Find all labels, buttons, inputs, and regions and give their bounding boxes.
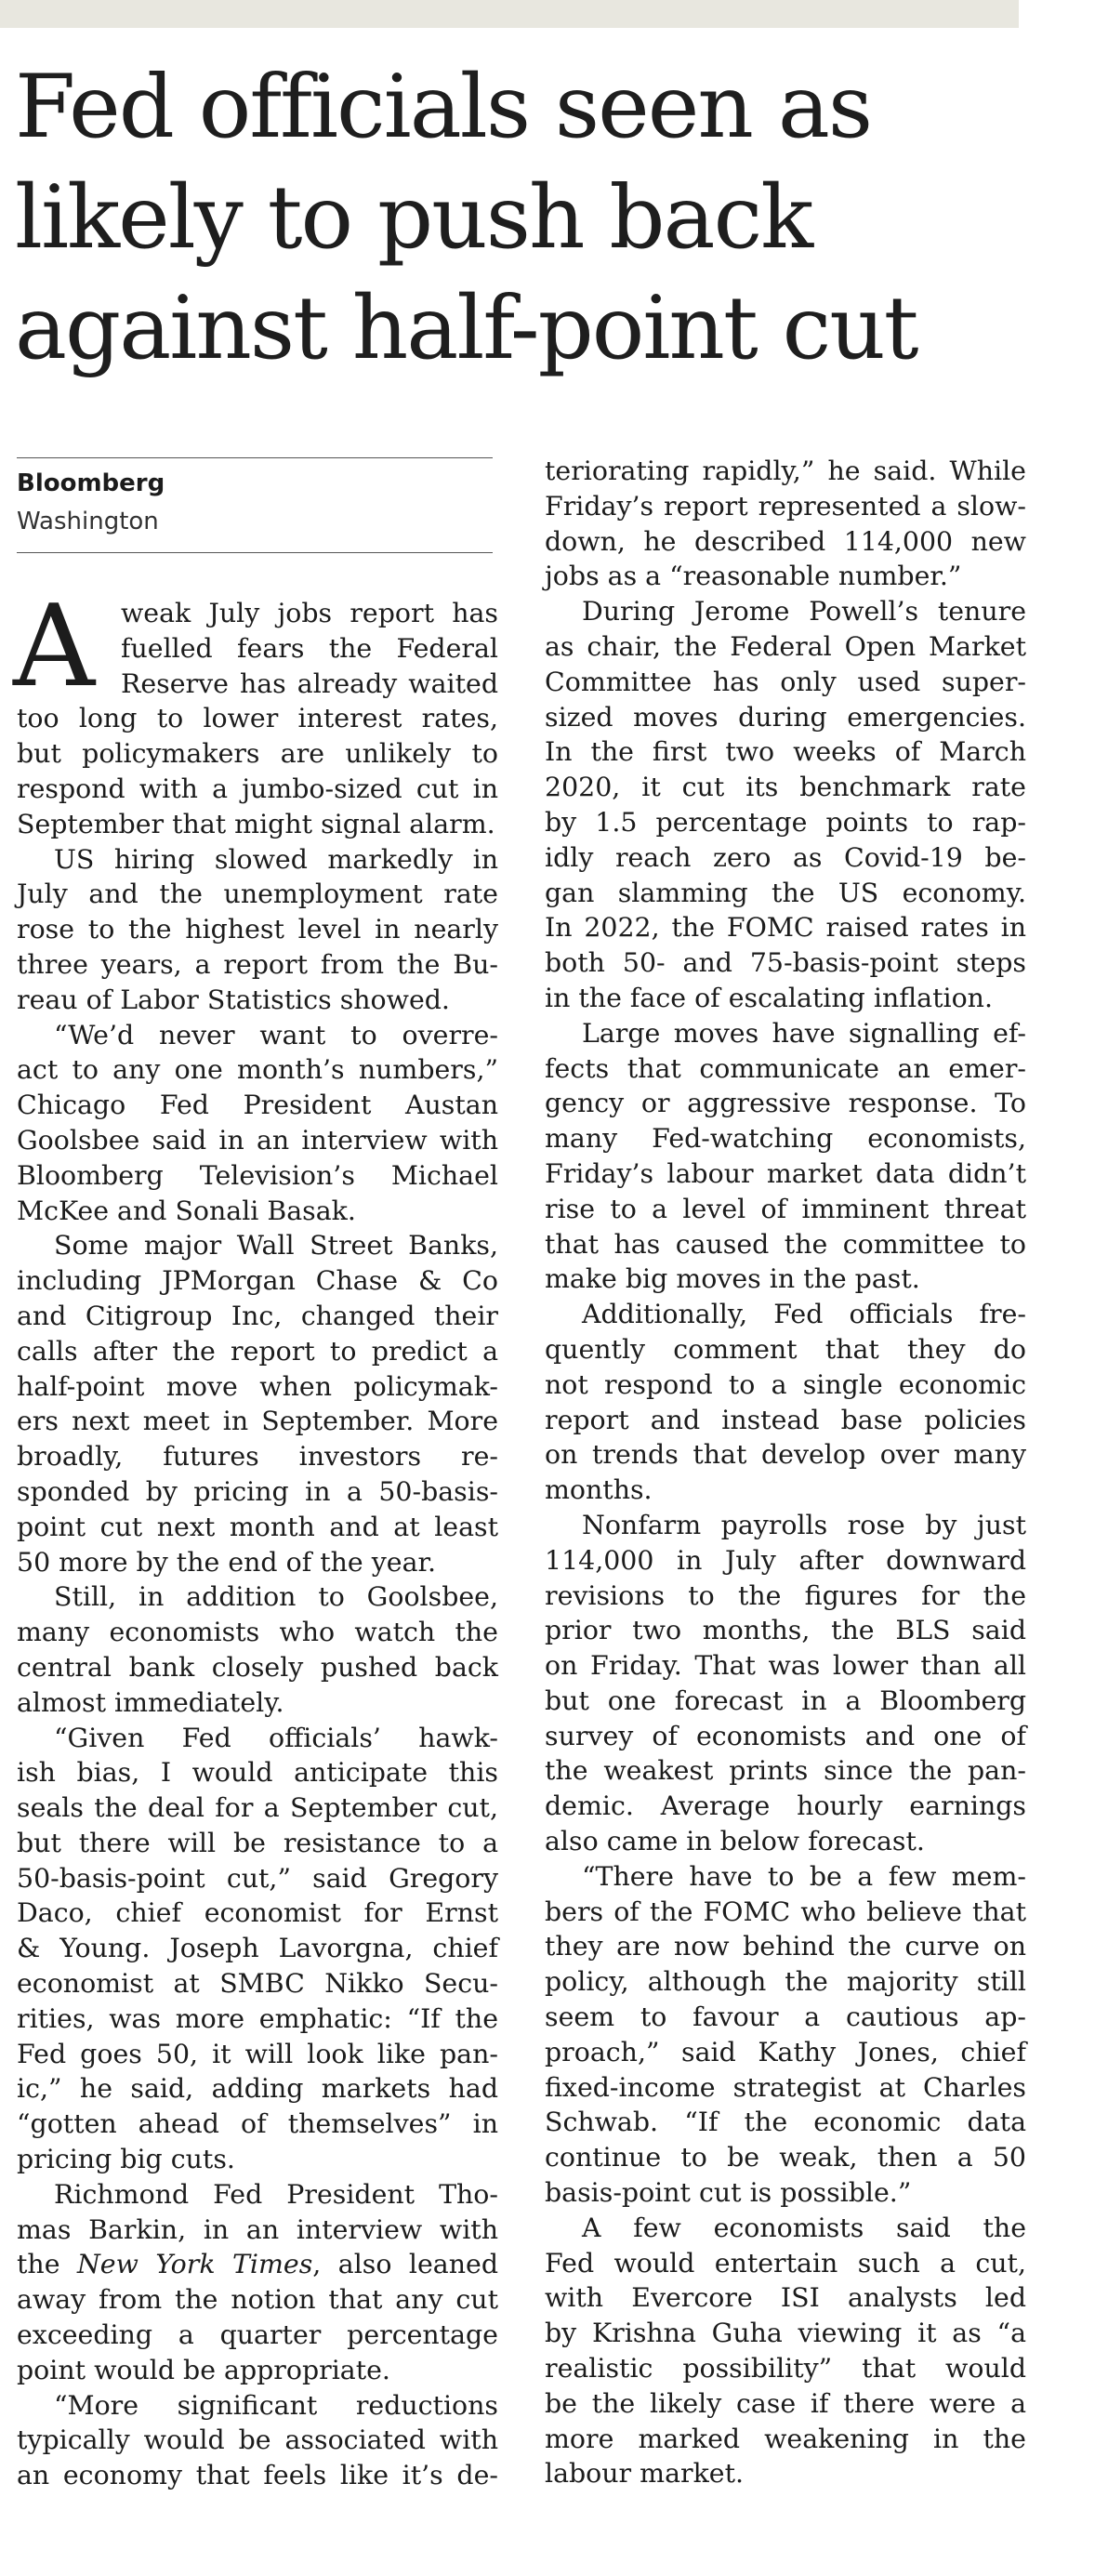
text-line: with Evercore ISI analysts led — [545, 2282, 1026, 2314]
text-line: quently comment that they do — [545, 1333, 1026, 1365]
text-line: three years, a report from the Bu- — [17, 948, 498, 980]
text-line: in the face of escalating inflation. — [545, 982, 993, 1013]
text-line: point cut next month and at least — [17, 1511, 498, 1542]
text-line: calls after the report to predict a — [17, 1335, 498, 1367]
text-line: many Fed-watching economists, — [545, 1123, 1026, 1155]
text-line: by 1.5 percentage points to rap- — [545, 806, 1026, 838]
text-line: seals the deal for a September cut, — [17, 1792, 498, 1824]
text-line: Committee has only used super- — [545, 666, 1026, 697]
text-line: Richmond Fed President Tho- — [54, 2178, 498, 2210]
text-line: point would be appropriate. — [17, 2354, 390, 2385]
text-line: months. — [545, 1474, 653, 1506]
text-line: sized moves during emergencies. — [545, 701, 1026, 733]
text-line: McKee and Sonali Basak. — [17, 1195, 356, 1226]
text-line: Large moves have signalling ef- — [582, 1017, 1026, 1049]
text-line: Goolsbee said in an interview with — [17, 1124, 498, 1156]
text-line: Fed would entertain such a cut, — [545, 2247, 1026, 2279]
text-line: US hiring slowed markedly in — [54, 843, 498, 875]
text-line: respond with a jumbo-sized cut in — [17, 773, 498, 804]
text-line: survey of economists and one of — [545, 1720, 1026, 1751]
text-line: continue to be weak, then a 50 — [545, 2142, 1026, 2173]
text-line: gan slamming the US economy. — [545, 877, 1026, 908]
text-line: Some major Wall Street Banks, — [54, 1230, 498, 1262]
text-line: not respond to a single economic — [545, 1368, 1026, 1400]
text-line: away from the notion that any cut — [17, 2284, 498, 2316]
text-line: act to any one month’s numbers,” — [17, 1054, 498, 1086]
text-line: reau of Labor Statistics showed. — [17, 984, 450, 1015]
headline-line: likely to push back — [15, 167, 812, 269]
text-line: report and instead base policies — [545, 1404, 1026, 1435]
text-line: “More significant reductions — [54, 2389, 498, 2421]
text-line: they are now behind the curve on — [545, 1931, 1026, 1962]
text-line: rose to the highest level in nearly — [17, 914, 498, 945]
text-line: demic. Average hourly earnings — [545, 1790, 1026, 1822]
text-line: economist at SMBC Nikko Secu- — [17, 1968, 498, 2000]
text-line: on trends that develop over many — [545, 1439, 1026, 1471]
text-line: During Jerome Powell’s tenure — [582, 596, 1026, 627]
text-line: make big moves in the past. — [545, 1263, 920, 1295]
text-line: by Krishna Guha viewing it as “a — [545, 2318, 1026, 2349]
text-line: “We’d never want to overre- — [54, 1019, 498, 1050]
text-line: “There have to be a few mem- — [582, 1860, 1026, 1892]
text-line: but one forecast in a Bloomberg — [545, 1684, 1026, 1716]
text-line: Additionally, Fed officials fre- — [582, 1299, 1026, 1330]
text-line: Chicago Fed President Austan — [17, 1090, 498, 1121]
article-column-right — [545, 454, 1026, 2491]
text-line: 2020, it cut its benchmark rate — [545, 772, 1026, 803]
text-line: on Friday. That was lower than all — [545, 1650, 1026, 1682]
text-line: 50 more by the end of the year. — [17, 1546, 436, 1578]
article-headline — [15, 52, 1056, 384]
byline-location: Washington — [17, 508, 159, 535]
text-line: Nonfarm payrolls rose by just — [582, 1509, 1026, 1540]
text-line: exceeding a quarter percentage — [17, 2319, 498, 2351]
byline-top-rule — [17, 457, 493, 458]
text-line: many economists who watch the — [17, 1617, 498, 1648]
text-line: too long to lower interest rates, — [17, 703, 498, 734]
text-line: Reserve has already waited — [121, 667, 498, 699]
text-line: broadly, futures investors re- — [17, 1441, 498, 1473]
text-line: teriorating rapidly,” he said. While — [545, 456, 1026, 486]
text-line: “gotten ahead of themselves” in — [17, 2108, 498, 2140]
text-line: ic,” he said, adding markets had — [17, 2073, 498, 2105]
text-line: Friday’s report represented a slow- — [545, 490, 1026, 522]
text-line: realistic possibility” that would — [545, 2353, 1026, 2384]
text-line: July and the unemployment rate — [17, 878, 498, 910]
text-line: but policymakers are unlikely to — [17, 738, 498, 770]
text-line: Daco, chief economist for Ernst — [17, 1897, 498, 1929]
text-line: rise to a level of imminent threat — [545, 1193, 1026, 1224]
text-line: ish bias, I would anticipate this — [17, 1757, 498, 1789]
text-line: an economy that feels like it’s de- — [17, 2460, 498, 2491]
text-line: including JPMorgan Chase & Co — [17, 1265, 498, 1297]
text-line: both 50- and 75-basis-point steps — [545, 947, 1026, 979]
text-line: half-point move when policymak- — [17, 1370, 498, 1402]
top-banner-strip — [0, 0, 1019, 28]
text-line: as chair, the Federal Open Market — [545, 630, 1026, 662]
text-line: almost immediately. — [17, 1686, 284, 1718]
drop-cap: A — [13, 580, 96, 712]
text-line: weak July jobs report has — [121, 598, 498, 628]
text-line: Fed goes 50, it will look like pan- — [17, 2038, 498, 2069]
text-line: A few economists said the — [582, 2212, 1026, 2243]
text-line: but there will be resistance to a — [17, 1827, 498, 1858]
text-line: Still, in addition to Goolsbee, — [54, 1581, 498, 1613]
text-line: down, he described 114,000 new — [545, 525, 1026, 557]
text-line: jobs as a “reasonable number.” — [545, 561, 962, 592]
text-line: policy, although the majority still — [545, 1966, 1026, 1998]
text-line: revisions to the figures for the — [545, 1579, 1026, 1611]
text-line: rities, was more emphatic: “If the — [17, 2002, 498, 2034]
text-line: 50-basis-point cut,” said Gregory — [17, 1862, 498, 1894]
text-line: idly reach zero as Covid-19 be- — [545, 841, 1026, 873]
text-line: basis-point cut is possible.” — [545, 2177, 912, 2209]
text-line: proach,” said Kathy Jones, chief — [545, 2036, 1026, 2067]
byline-bottom-rule — [17, 552, 493, 553]
text-line: also came in below forecast. — [545, 1826, 925, 1857]
text-line: In 2022, the FOMC raised rates in — [545, 912, 1026, 944]
text-line: Schwab. “If the economic data — [545, 2107, 1026, 2138]
text-line: In the first two weeks of March — [545, 736, 1026, 768]
byline-source: Bloomberg — [17, 469, 165, 497]
text-line: Friday’s labour market data didn’t — [545, 1157, 1026, 1189]
text-line: gency or aggressive response. To — [545, 1088, 1026, 1119]
text-line: Bloomberg Television’s Michael — [17, 1159, 498, 1191]
text-line: September that might signal alarm. — [17, 808, 495, 839]
text-line: typically would be associated with — [17, 2424, 498, 2456]
text-line: seem to favour a cautious ap- — [545, 2001, 1026, 2033]
text-line: & Young. Joseph Lavorgna, chief — [17, 1933, 498, 1964]
text-line: 114,000 in July after downward — [545, 1544, 1026, 1576]
headline-line: Fed officials seen as — [15, 57, 872, 158]
text-line: more marked weakening in the — [545, 2423, 1026, 2454]
text-line: be the likely case if there were a — [545, 2387, 1026, 2419]
text-line: that has caused the committee to — [545, 1228, 1026, 1260]
text-line: sponded by pricing in a 50-basis- — [17, 1475, 498, 1507]
text-line: bers of the FOMC who believe that — [545, 1896, 1026, 1927]
text-line: ers next meet in September. More — [17, 1406, 498, 1437]
text-line: the New York Times, also leaned — [17, 2249, 498, 2280]
text-line: mas Barkin, in an interview with — [17, 2213, 498, 2245]
text-line: and Citigroup Inc, changed their — [17, 1300, 498, 1331]
text-line: central bank closely pushed back — [17, 1651, 498, 1683]
text-line: fects that communicate an emer- — [545, 1052, 1026, 1084]
text-line: fixed-income strategist at Charles — [545, 2071, 1026, 2103]
article-column-left — [17, 596, 498, 2493]
text-line: the weakest prints since the pan- — [545, 1755, 1026, 1787]
text-line: “Given Fed officials’ hawk- — [54, 1722, 498, 1753]
text-line: labour market. — [545, 2458, 745, 2490]
publication-title: New York Times — [76, 2249, 313, 2280]
text-line: fuelled fears the Federal — [121, 632, 498, 664]
text-line: pricing big cuts. — [17, 2144, 235, 2175]
text-line: prior two months, the BLS said — [545, 1615, 1026, 1646]
headline-line: against half-point cut — [15, 278, 917, 379]
